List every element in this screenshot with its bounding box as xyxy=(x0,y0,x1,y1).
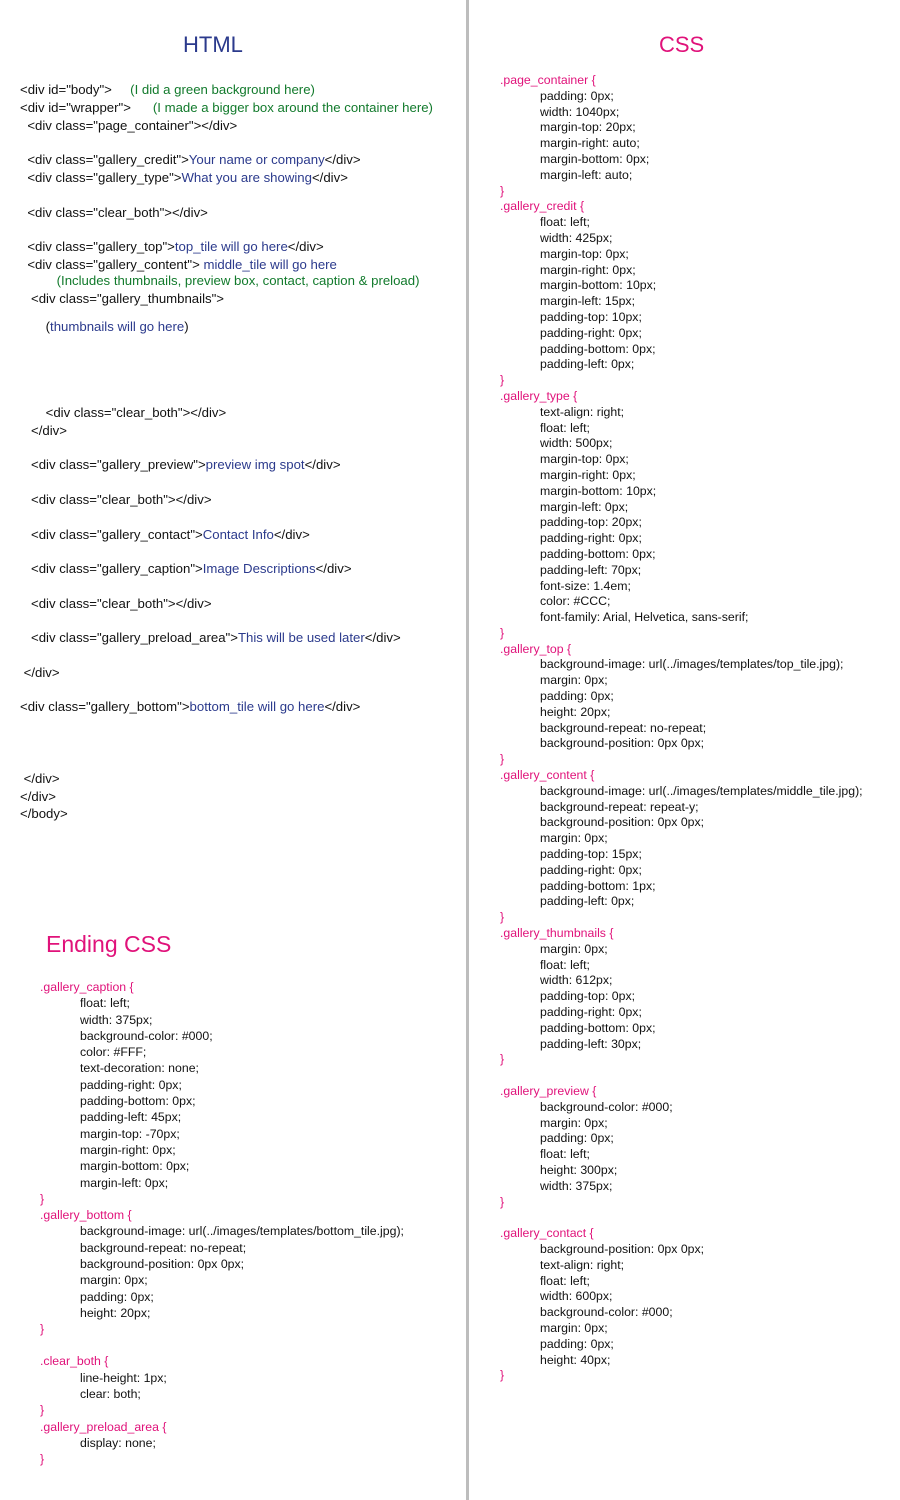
code-token: Image Descriptions xyxy=(202,561,316,576)
css-selector: .page_container { xyxy=(500,73,596,87)
code-token: (Includes thumbnails, preview box, contact, caption & preload) xyxy=(20,273,420,288)
css-close-brace: } xyxy=(40,1403,45,1418)
code-token: <div class="gallery_content"> xyxy=(20,257,200,272)
css-property: height: 300px; xyxy=(540,1162,618,1177)
css-property: margin-left: 15px; xyxy=(540,294,636,309)
html-code-line xyxy=(20,806,68,821)
css-close-brace: } xyxy=(500,752,505,767)
code-token: <div class="gallery_top"> xyxy=(20,239,175,254)
code-token: </div> xyxy=(324,152,361,167)
code-token: <div class="gallery_preview"> xyxy=(20,457,206,472)
code-token: </div> xyxy=(20,665,60,680)
css-property: padding-top: 0px; xyxy=(540,989,636,1004)
html-code-line xyxy=(20,457,341,472)
css-property: text-align: right; xyxy=(540,1257,625,1272)
html-code-line xyxy=(20,630,401,645)
code-token: What you are showing xyxy=(181,170,312,185)
css-property: line-height: 1px; xyxy=(80,1370,167,1385)
code-token: </div> xyxy=(20,423,67,438)
code-token: <div class="page_container"></div> xyxy=(20,118,238,133)
code-token: Your name or company xyxy=(188,152,325,167)
css-selector: .gallery_preview { xyxy=(500,1084,597,1098)
code-token: <div class="gallery_preload_area"> xyxy=(20,630,238,645)
css-property: margin-top: 0px; xyxy=(540,246,629,261)
code-token: top_tile will go here xyxy=(174,239,288,254)
html-code-line xyxy=(20,118,237,133)
code-token: This will be used later xyxy=(237,630,365,645)
css-property: background-color: #000; xyxy=(540,1099,673,1114)
css-property: background-position: 0px 0px; xyxy=(540,736,705,751)
css-property: padding: 0px; xyxy=(540,1131,614,1146)
code-token: </div> xyxy=(287,239,324,254)
code-token: <div class="gallery_contact"> xyxy=(20,527,203,542)
css-property: color: #CCC; xyxy=(540,594,611,609)
css-property: float: left; xyxy=(540,1147,590,1162)
css-property: padding-bottom: 0px; xyxy=(540,546,656,561)
code-token: Contact Info xyxy=(202,527,274,542)
code-token: </div> xyxy=(311,170,348,185)
css-property: padding-left: 30px; xyxy=(540,1036,642,1051)
css-property: padding-top: 10px; xyxy=(540,309,642,324)
css-property: margin: 0px; xyxy=(540,1320,608,1335)
css-close-brace: } xyxy=(500,183,505,198)
css-close-brace: } xyxy=(500,625,505,640)
code-token: <div class="gallery_bottom"> xyxy=(20,699,190,714)
css-close-brace: } xyxy=(500,1052,505,1067)
css-property: width: 1040px; xyxy=(540,104,620,119)
css-property: color: #FFF; xyxy=(80,1045,147,1060)
css-property: width: 375px; xyxy=(80,1012,153,1027)
code-token: </div> xyxy=(20,789,56,804)
html-code-line xyxy=(20,319,189,334)
css-selector: .gallery_thumbnails { xyxy=(500,926,614,941)
css-selector: .gallery_contact { xyxy=(500,1226,594,1241)
html-code-line xyxy=(20,699,360,714)
css-close-brace: } xyxy=(500,910,505,925)
css-property: padding-right: 0px; xyxy=(540,325,642,340)
ending-css-heading: Ending CSS xyxy=(46,931,172,957)
html-code-line xyxy=(20,100,433,115)
ending-css-code-block xyxy=(40,979,460,1467)
css-property: padding-right: 0px; xyxy=(540,862,642,877)
html-code-line xyxy=(20,152,361,167)
css-property: padding-bottom: 1px; xyxy=(540,878,656,893)
css-property: margin: 0px; xyxy=(540,673,608,688)
css-property: width: 612px; xyxy=(540,973,613,988)
css-property: background-image: url(../images/templates/bottom_tile.jpg); xyxy=(80,1224,404,1239)
css-property: background-repeat: no-repeat; xyxy=(540,720,707,735)
css-property: margin-top: 20px; xyxy=(540,120,636,135)
html-code-line xyxy=(20,205,208,220)
code-token: ) xyxy=(184,319,189,334)
css-property: float: left; xyxy=(540,215,590,230)
css-property: background-color: #000; xyxy=(80,1028,213,1043)
css-property: padding-top: 20px; xyxy=(540,515,642,530)
html-code-line xyxy=(20,257,337,272)
code-token: <div class="clear_both"></div> xyxy=(20,405,227,420)
css-property: float: left; xyxy=(540,420,590,435)
code-token: <div class="clear_both"></div> xyxy=(20,492,212,507)
css-property: background-image: url(../images/templates/top_tile.jpg); xyxy=(540,657,844,672)
css-property: margin: 0px; xyxy=(540,1115,608,1130)
html-code-line xyxy=(20,82,315,97)
css-property: margin-left: 0px; xyxy=(80,1175,169,1190)
css-property: display: none; xyxy=(80,1435,156,1450)
css-selector: .gallery_top { xyxy=(500,641,572,656)
css-property: float: left; xyxy=(540,957,590,972)
css-property: clear: both; xyxy=(80,1386,141,1401)
css-code-block xyxy=(500,73,895,1384)
css-close-brace: } xyxy=(40,1191,45,1206)
code-token: <div class="gallery_type"> xyxy=(20,170,182,185)
html-code-line xyxy=(20,239,324,254)
code-token: <div class="gallery_caption"> xyxy=(20,561,203,576)
code-token: <div id="body"> xyxy=(20,82,112,97)
code-token: </div> xyxy=(273,527,310,542)
css-property: margin: 0px; xyxy=(540,941,608,956)
css-property: font-family: Arial, Helvetica, sans-serif; xyxy=(540,610,749,625)
code-token: <div id="wrapper"> xyxy=(20,100,131,115)
css-property: float: left; xyxy=(540,1273,590,1288)
css-property: float: left; xyxy=(80,996,130,1011)
css-property: padding: 0px; xyxy=(540,689,614,704)
css-property: margin: 0px; xyxy=(80,1273,148,1288)
css-property: padding-top: 15px; xyxy=(540,847,642,862)
html-code-line xyxy=(20,596,212,611)
spacer xyxy=(500,1068,895,1084)
css-property: width: 600px; xyxy=(540,1289,613,1304)
css-property: padding: 0px; xyxy=(80,1289,154,1304)
css-property: height: 20px; xyxy=(80,1305,151,1320)
code-token: </div> xyxy=(20,771,60,786)
code-token: bottom_tile will go here xyxy=(189,699,325,714)
css-property: padding-left: 70px; xyxy=(540,562,642,577)
html-code-line xyxy=(20,527,310,542)
spacer xyxy=(40,1338,460,1354)
css-property: font-size: 1.4em; xyxy=(540,578,631,593)
code-token: middle_tile will go here xyxy=(199,257,337,272)
column-divider xyxy=(466,0,469,1500)
css-property: padding-right: 0px; xyxy=(540,531,642,546)
css-property: margin-right: 0px; xyxy=(540,262,636,277)
css-close-brace: } xyxy=(40,1452,45,1467)
html-code-line xyxy=(20,405,226,420)
css-close-brace: } xyxy=(40,1322,45,1337)
code-token: </div> xyxy=(324,699,361,714)
css-heading: CSS xyxy=(659,32,705,57)
css-property: background-position: 0px 0px; xyxy=(540,815,705,830)
css-property: margin-bottom: 0px; xyxy=(540,151,650,166)
css-property: background-color: #000; xyxy=(540,1305,673,1320)
css-close-brace: } xyxy=(500,373,505,388)
html-heading: HTML xyxy=(183,32,243,57)
css-property: padding-right: 0px; xyxy=(80,1077,182,1092)
css-property: background-repeat: no-repeat; xyxy=(80,1240,247,1255)
css-property: margin-bottom: 10px; xyxy=(540,278,657,293)
css-property: padding-right: 0px; xyxy=(540,1005,642,1020)
spacer xyxy=(500,1210,895,1226)
code-token: thumbnails will go here xyxy=(50,319,185,334)
css-property: margin-right: auto; xyxy=(540,136,640,151)
css-selector: .gallery_bottom { xyxy=(40,1208,132,1223)
code-token: <div class="gallery_credit"> xyxy=(20,152,189,167)
html-code-line xyxy=(20,771,60,786)
css-property: margin-top: -70px; xyxy=(80,1126,180,1141)
html-code-line xyxy=(20,492,212,507)
css-property: text-decoration: none; xyxy=(80,1061,199,1076)
html-code-line xyxy=(20,665,60,680)
html-code-line xyxy=(20,291,224,306)
css-property: padding-left: 45px; xyxy=(80,1110,182,1125)
css-close-brace: } xyxy=(500,1194,505,1209)
css-property: margin-left: auto; xyxy=(540,167,633,182)
css-property: margin-right: 0px; xyxy=(540,467,636,482)
css-property: margin-right: 0px; xyxy=(80,1142,176,1157)
css-property: background-image: url(../images/templates/middle_tile.jpg); xyxy=(540,783,863,798)
code-token: ( xyxy=(20,319,51,334)
html-code-line xyxy=(20,170,348,185)
css-property: margin-top: 0px; xyxy=(540,452,629,467)
code-token: <div class="clear_both"></div> xyxy=(20,205,208,220)
code-token: <div class="gallery_thumbnails"> xyxy=(20,291,224,306)
code-token: (I did a green background here) xyxy=(111,82,315,97)
css-property: background-position: 0px 0px; xyxy=(540,1241,705,1256)
css-property: background-position: 0px 0px; xyxy=(80,1257,245,1272)
css-property: padding-bottom: 0px; xyxy=(80,1094,196,1109)
code-token: </div> xyxy=(315,561,352,576)
css-property: height: 40px; xyxy=(540,1352,611,1367)
code-token: </div> xyxy=(364,630,401,645)
css-property: text-align: right; xyxy=(540,404,625,419)
css-close-brace: } xyxy=(500,1368,505,1383)
html-code-line xyxy=(20,561,352,576)
css-selector: .gallery_type { xyxy=(500,388,578,403)
css-property: width: 375px; xyxy=(540,1178,613,1193)
css-property: background-repeat: repeat-y; xyxy=(540,799,699,814)
css-selector: .gallery_preload_area { xyxy=(40,1419,167,1434)
code-token: </body> xyxy=(20,806,68,821)
html-code-line xyxy=(20,273,420,288)
css-property: padding-left: 0px; xyxy=(540,894,635,909)
css-selector: .gallery_content { xyxy=(500,768,595,783)
code-token: preview img spot xyxy=(205,457,305,472)
css-selector: .clear_both { xyxy=(40,1354,109,1369)
css-property: margin: 0px; xyxy=(540,831,608,846)
code-token: <div class="clear_both"></div> xyxy=(20,596,212,611)
code-token: </div> xyxy=(304,457,341,472)
css-property: padding-left: 0px; xyxy=(540,357,635,372)
html-code-line xyxy=(20,789,56,804)
css-property: margin-bottom: 0px; xyxy=(80,1159,190,1174)
css-property: padding-bottom: 0px; xyxy=(540,341,656,356)
css-property: padding-bottom: 0px; xyxy=(540,1020,656,1035)
css-property: height: 20px; xyxy=(540,704,611,719)
css-selector: .gallery_credit { xyxy=(500,199,585,214)
css-property: width: 425px; xyxy=(540,230,613,245)
css-property: width: 500px; xyxy=(540,436,613,451)
css-property: padding: 0px; xyxy=(540,1336,614,1351)
css-property: padding: 0px; xyxy=(540,88,614,103)
html-code-line xyxy=(20,423,67,438)
css-property: margin-bottom: 10px; xyxy=(540,483,657,498)
code-token: (I made a bigger box around the container here) xyxy=(130,100,433,115)
css-property: margin-left: 0px; xyxy=(540,499,629,514)
css-selector: .gallery_caption { xyxy=(40,980,134,994)
